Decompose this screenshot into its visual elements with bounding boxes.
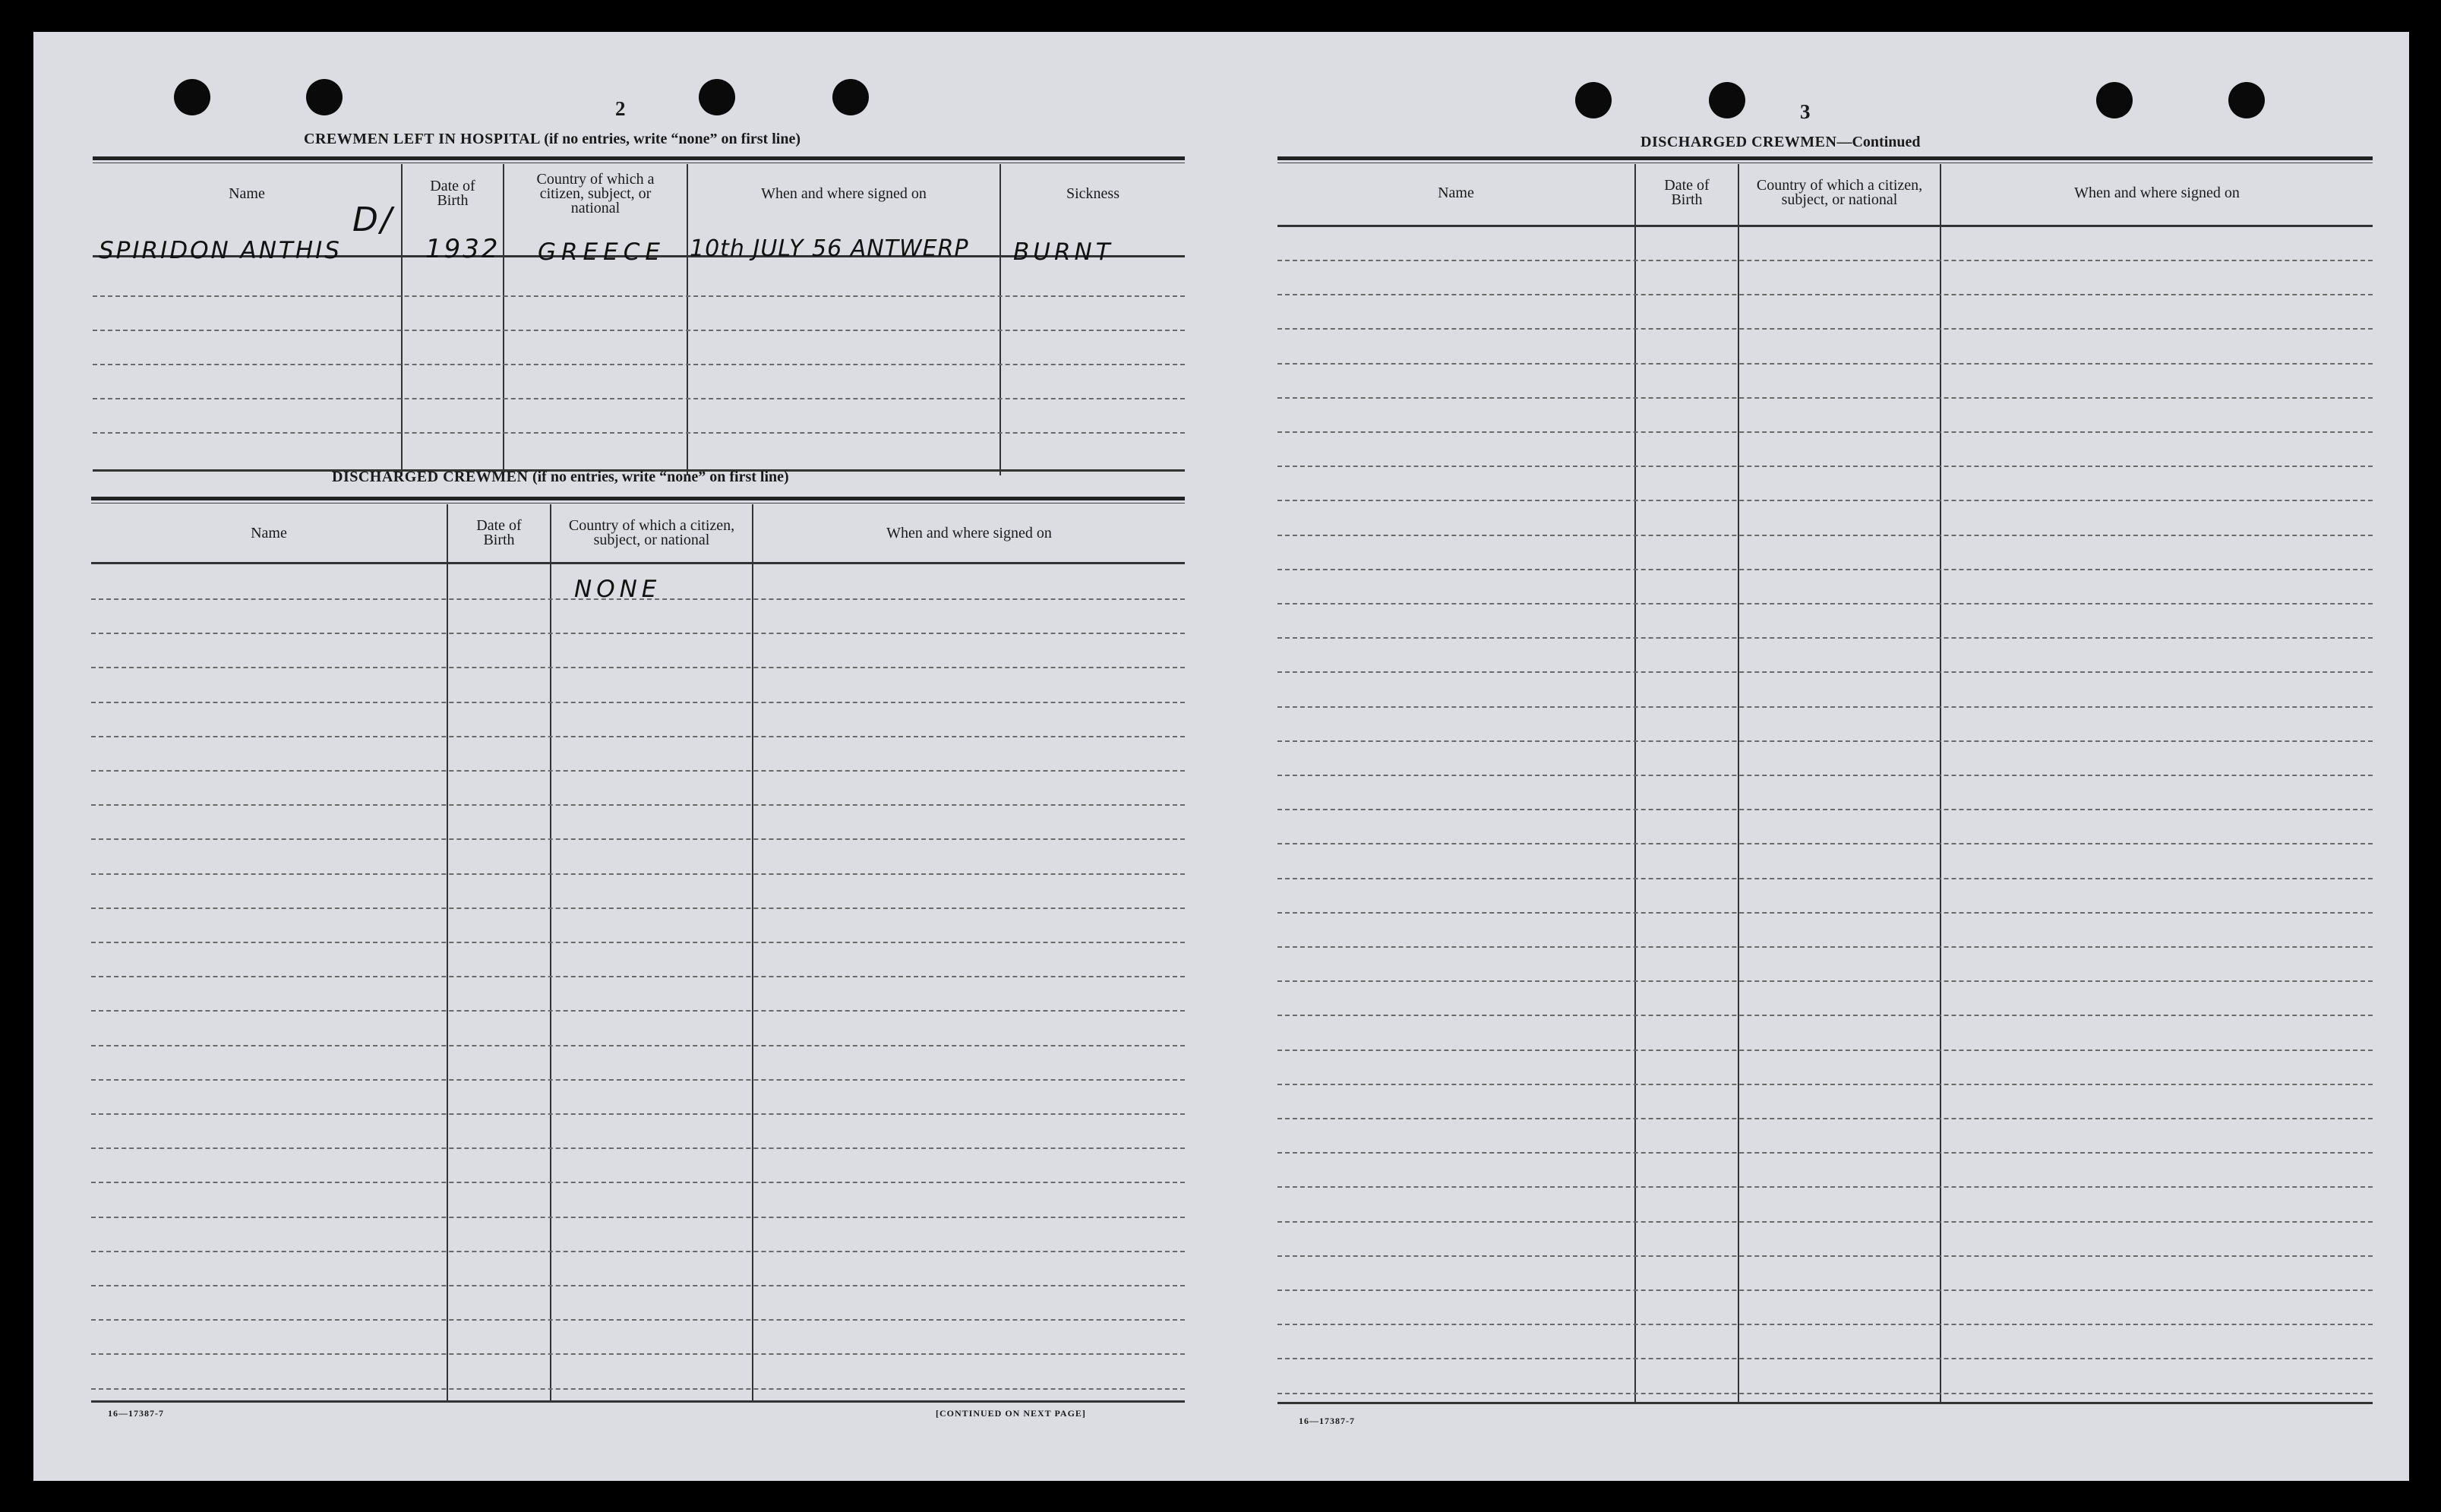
column-divider — [1738, 164, 1739, 1402]
table-row — [91, 1045, 1185, 1046]
discharged-section-title — [332, 469, 789, 486]
table-row — [91, 1113, 1185, 1115]
table-row — [1277, 294, 2373, 295]
column-divider — [1940, 164, 1941, 1402]
form-sheet — [33, 32, 2409, 1481]
table-row — [1277, 1015, 2373, 1016]
table-row — [93, 432, 1185, 434]
entry-sickness: BURNT — [1013, 238, 1114, 266]
table-row — [91, 1010, 1185, 1012]
table-top-rule — [1277, 156, 2373, 160]
header-date-of-birth: Date of Birth — [1664, 177, 1710, 208]
header-signed-on: When and where signed on — [886, 524, 1052, 541]
table-row — [91, 873, 1185, 875]
table-bottom-rule — [91, 1400, 1185, 1403]
punch-hole — [2228, 82, 2265, 118]
punch-hole — [832, 79, 869, 115]
table-row — [91, 1182, 1185, 1183]
table-row — [1277, 1358, 2373, 1359]
continued-suffix: —Continued — [1836, 134, 1921, 150]
table-row — [91, 1251, 1185, 1252]
entry-country-none: NONE — [574, 576, 662, 603]
header-signed-on: When and where signed on — [761, 185, 927, 202]
table-row — [1277, 328, 2373, 330]
table-row — [91, 1147, 1185, 1149]
table-row — [1277, 637, 2373, 639]
entry-signed-on: 10th JULY 56 ANTWERP — [690, 235, 969, 262]
column-divider — [401, 164, 403, 475]
header-name: Name — [1438, 184, 1474, 201]
discharged-instruction: (if no entries, write “none” on first line) — [532, 469, 789, 485]
table-row — [91, 1319, 1185, 1321]
table-row — [91, 976, 1185, 977]
table-row — [91, 702, 1185, 703]
table-row — [1277, 535, 2373, 536]
column-divider — [550, 504, 551, 1400]
table-row — [1277, 843, 2373, 844]
table-row — [1277, 1050, 2373, 1051]
form-number: 16—17387-7 — [108, 1408, 164, 1419]
table-row — [1277, 1152, 2373, 1154]
table-row — [1277, 980, 2373, 982]
table-row — [91, 1079, 1185, 1081]
table-row — [1277, 431, 2373, 433]
continued-title: DISCHARGED CREWMEN — [1640, 134, 1837, 150]
punch-hole — [699, 79, 735, 115]
entry-name: SPIRIDON ANTHIS — [99, 237, 342, 264]
table-row — [93, 364, 1185, 365]
table-row — [1277, 946, 2373, 948]
table-row — [1277, 809, 2373, 810]
page-number: 2 — [615, 97, 626, 120]
table-row — [1277, 569, 2373, 570]
table-row — [1277, 706, 2373, 708]
header-sickness: Sickness — [1066, 185, 1119, 202]
column-divider — [752, 504, 753, 1400]
table-top-rule — [93, 156, 1185, 160]
page-number: 3 — [1800, 100, 1811, 123]
table-row — [1277, 878, 2373, 879]
hospital-section-title — [304, 131, 801, 148]
hospital-table — [93, 156, 1185, 475]
punch-hole — [1575, 82, 1612, 118]
table-row — [1277, 1289, 2373, 1291]
table-top-rule — [91, 497, 1185, 500]
header-name: Name — [229, 185, 265, 202]
discharged-title: DISCHARGED CREWMEN — [332, 469, 529, 485]
table-bottom-rule — [1277, 1402, 2373, 1404]
discharged-table — [91, 497, 1185, 1438]
header-country: Country of which a citizen, subject, or national — [1756, 177, 1923, 208]
table-row — [1277, 603, 2373, 604]
header-bottom-rule — [91, 562, 1185, 564]
table-row — [1277, 1255, 2373, 1257]
header-bottom-rule — [1277, 225, 2373, 227]
table-row — [91, 1217, 1185, 1218]
table-row — [1277, 397, 2373, 399]
column-divider — [503, 164, 504, 475]
table-row — [1277, 1393, 2373, 1394]
entry-annotation: D/ — [352, 200, 394, 239]
table-row — [91, 908, 1185, 909]
column-divider — [999, 164, 1001, 475]
table-row — [91, 1388, 1185, 1390]
table-row — [1277, 740, 2373, 742]
punch-hole — [174, 79, 210, 115]
table-row — [91, 667, 1185, 668]
table-row — [1277, 1221, 2373, 1223]
hospital-title: CREWMEN LEFT IN HOSPITAL — [304, 131, 540, 147]
punch-hole — [1709, 82, 1745, 118]
hospital-instruction: (if no entries, write “none” on first line) — [544, 131, 801, 147]
table-row — [91, 736, 1185, 737]
table-row — [1277, 1324, 2373, 1325]
table-row — [1277, 1084, 2373, 1085]
header-date-of-birth: Date of Birth — [430, 178, 475, 209]
form-number: 16—17387-7 — [1299, 1416, 1355, 1426]
table-row — [1277, 775, 2373, 776]
table-row — [91, 1285, 1185, 1286]
table-row — [93, 398, 1185, 399]
table-row — [91, 804, 1185, 806]
column-divider — [447, 504, 448, 1400]
column-divider — [1634, 164, 1636, 1402]
table-row — [1277, 671, 2373, 673]
table-row — [91, 633, 1185, 634]
header-date-of-birth: Date of Birth — [476, 517, 522, 548]
table-row — [1277, 912, 2373, 914]
column-divider — [687, 164, 688, 475]
entry-country: GREECE — [538, 238, 665, 266]
continued-note: [CONTINUED ON NEXT PAGE] — [936, 1408, 1086, 1419]
table-row — [91, 838, 1185, 840]
table-row — [1277, 363, 2373, 365]
header-name: Name — [251, 524, 287, 541]
punch-hole — [2096, 82, 2133, 118]
table-row — [93, 295, 1185, 297]
discharged-continued-table — [1277, 156, 2373, 1440]
table-row — [1277, 500, 2373, 501]
header-country: Country of which a citizen, subject, or national — [568, 517, 735, 548]
table-row — [1277, 466, 2373, 467]
table-row — [91, 1353, 1185, 1355]
table-row — [91, 770, 1185, 772]
header-country: Country of which a citizen, subject, or national — [536, 170, 655, 216]
continued-section-title — [1640, 134, 1921, 151]
table-row — [91, 942, 1185, 943]
table-row — [1277, 1186, 2373, 1188]
entry-date-of-birth: 1932 — [425, 234, 501, 264]
table-row — [93, 330, 1185, 331]
table-row — [1277, 1118, 2373, 1119]
punch-hole — [306, 79, 343, 115]
header-signed-on: When and where signed on — [2074, 184, 2240, 201]
table-row — [1277, 260, 2373, 261]
